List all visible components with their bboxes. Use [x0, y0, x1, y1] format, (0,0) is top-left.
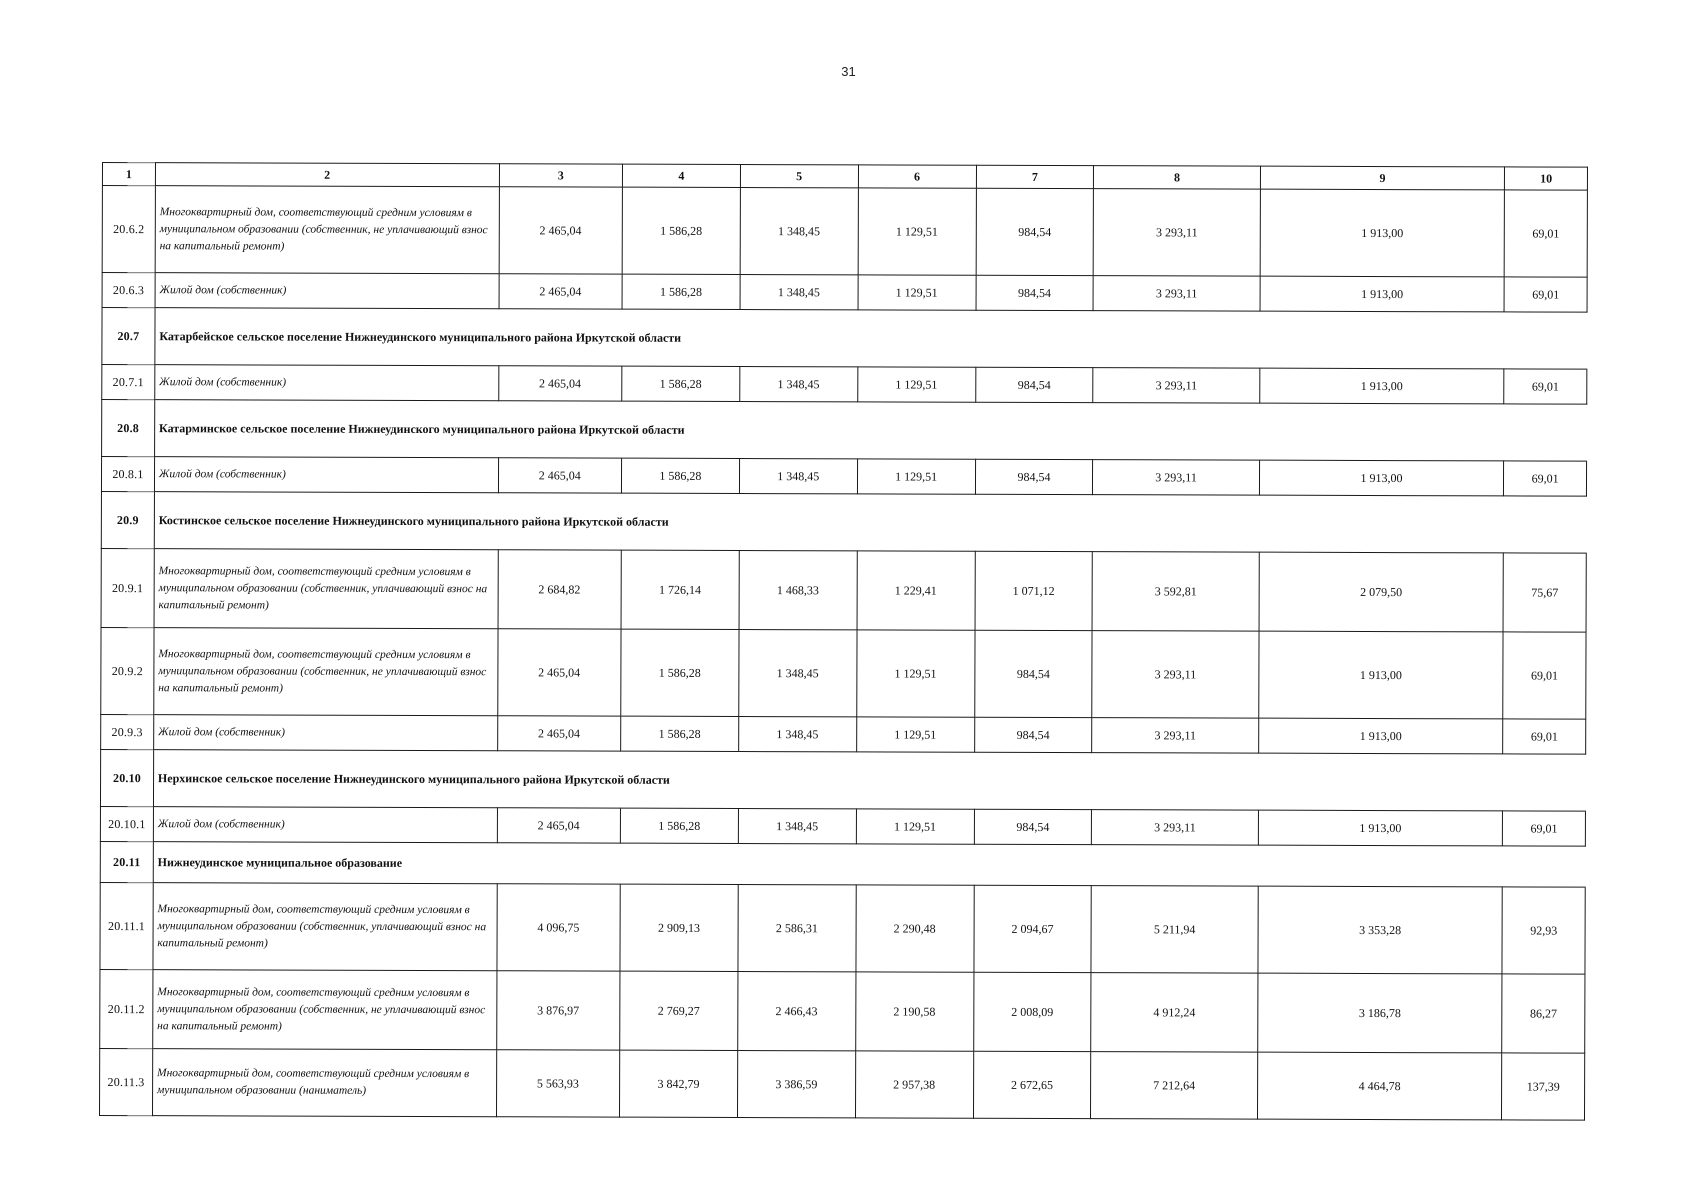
row-name: Жилой дом (собственник): [153, 807, 497, 843]
section-title: Нерхинское сельское поселение Нижнеудинского муниципального района Иркутской области: [153, 750, 1585, 811]
value-cell-col-8: 3 293,11: [1093, 276, 1259, 312]
value-cell-col-8: 3 293,11: [1094, 189, 1261, 277]
section-title: Костинское сельское поселение Нижнеудинского муниципального района Иркутской области: [154, 492, 1586, 553]
value-cell-col-6: 1 129,51: [858, 188, 976, 275]
value-cell-col-4: 1 586,28: [621, 458, 739, 493]
value-cell-col-10: 75,67: [1503, 553, 1586, 632]
value-cell-col-6: 2 190,58: [855, 972, 973, 1051]
value-cell-col-5: 1 348,45: [740, 188, 858, 275]
row-code: 20.8.1: [101, 457, 154, 492]
value-cell-col-5: 2 466,43: [738, 972, 856, 1051]
row-code: 20.9.3: [101, 714, 154, 749]
header-cell: 10: [1505, 167, 1588, 190]
value-cell-col-3: 5 563,93: [496, 1050, 620, 1117]
value-cell-col-10: 69,01: [1504, 277, 1587, 312]
section-title: Нижнеудинское муниципальное образование: [153, 842, 1585, 887]
value-cell-col-3: 2 465,04: [497, 716, 620, 751]
value-cell-col-6: 1 129,51: [858, 275, 976, 310]
value-cell-col-7: 984,54: [976, 188, 1094, 275]
value-cell-col-8: 3 293,11: [1092, 631, 1259, 719]
row-name: Многоквартирный дом, соответствующий средним условиям в муниципальном образовании (собственник, не уплачивающий взнос на капитальный ремонт): [155, 186, 499, 274]
value-cell-col-5: 1 348,45: [740, 367, 858, 402]
header-cell: 3: [499, 164, 622, 187]
value-cell-col-8: 5 211,94: [1091, 886, 1258, 974]
value-cell-col-3: 2 465,04: [497, 629, 621, 716]
value-cell-col-4: 2 909,13: [620, 884, 738, 971]
value-cell-col-6: 1 129,51: [856, 630, 974, 717]
value-cell-col-8: 3 293,11: [1093, 460, 1259, 496]
value-cell-col-5: 1 468,33: [739, 551, 857, 630]
value-cell-col-7: 2 008,09: [973, 972, 1091, 1051]
page-number: 31: [841, 64, 856, 79]
value-cell-col-9: 3 186,78: [1257, 973, 1502, 1053]
value-cell-col-3: 2 465,04: [499, 274, 622, 309]
value-cell-col-4: 1 586,28: [621, 629, 739, 716]
value-cell-col-5: 1 348,45: [739, 459, 857, 494]
value-cell-col-5: 1 348,45: [738, 717, 856, 752]
table-row: [101, 627, 1586, 719]
header-cell: 2: [155, 163, 499, 187]
value-cell-col-5: 3 386,59: [737, 1051, 855, 1118]
value-cell-col-10: 69,01: [1504, 461, 1587, 496]
table-row: [101, 548, 1586, 632]
value-cell-col-8: 3 293,11: [1092, 810, 1258, 846]
value-cell-col-10: 69,01: [1503, 719, 1586, 754]
row-name: Жилой дом (собственник): [155, 273, 499, 309]
table-body: [100, 186, 1588, 1121]
table-row: [102, 186, 1587, 278]
row-name: Многоквартирный дом, соответствующий средним условиям в муниципальном образовании (собственник, не уплачивающий взнос на капитальный ремонт): [154, 628, 498, 716]
header-cell: 7: [976, 165, 1094, 188]
row-code: 20.11.3: [100, 1048, 153, 1115]
value-cell-col-9: 1 913,00: [1259, 368, 1504, 404]
value-cell-col-4: 1 586,28: [622, 274, 740, 309]
header-cell: 9: [1260, 166, 1505, 190]
value-cell-col-10: 92,93: [1502, 887, 1585, 974]
value-cell-col-3: 2 465,04: [498, 458, 621, 493]
row-code: 20.9.1: [101, 548, 154, 627]
value-cell-col-9: 3 353,28: [1258, 886, 1503, 974]
row-code: 20.9.2: [101, 627, 154, 714]
value-cell-col-8: 3 592,81: [1092, 552, 1259, 632]
value-cell-col-9: 1 913,00: [1258, 718, 1503, 754]
header-cell: 8: [1094, 166, 1260, 190]
header-cell: 1: [102, 163, 155, 186]
value-cell-col-10: 137,39: [1502, 1053, 1585, 1120]
row-code: 20.11.1: [100, 882, 153, 969]
table-row: [100, 806, 1585, 846]
table-row: [102, 365, 1587, 405]
value-cell-col-4: 1 586,28: [621, 716, 739, 751]
value-cell-col-9: 1 913,00: [1259, 460, 1504, 496]
section-row: [100, 749, 1585, 811]
value-cell-col-6: 1 129,51: [856, 717, 974, 752]
value-cell-col-8: 3 293,11: [1093, 368, 1259, 404]
value-cell-col-10: 69,01: [1504, 369, 1587, 404]
value-cell-col-6: 1 229,41: [857, 551, 975, 630]
section-row: [102, 308, 1587, 370]
header-cell: 6: [858, 165, 976, 188]
value-cell-col-4: 1 726,14: [621, 550, 739, 629]
value-cell-col-4: 1 586,28: [622, 366, 740, 401]
row-code: 20.7.1: [102, 365, 155, 400]
row-code: 20.11: [100, 841, 153, 882]
value-cell-col-10: 86,27: [1502, 974, 1585, 1053]
section-row: [100, 841, 1585, 887]
value-cell-col-6: 2 290,48: [856, 885, 974, 972]
table-row: [100, 969, 1585, 1053]
row-name: Многоквартирный дом, соответствующий средним условиям в муниципальном образовании (собственник, уплачивающий взнос на капитальный ремонт): [153, 883, 497, 971]
section-row: [102, 400, 1587, 462]
value-cell-col-4: 2 769,27: [620, 971, 738, 1050]
value-cell-col-9: 1 913,00: [1260, 276, 1505, 312]
row-name: Многоквартирный дом, соответствующий средним условиям в муниципальном образовании (собственник, уплачивающий взнос на капитальный ремонт): [154, 549, 498, 629]
value-cell-col-6: 1 129,51: [856, 809, 974, 844]
value-cell-col-7: 1 071,12: [975, 551, 1093, 630]
value-cell-col-3: 2 465,04: [498, 366, 621, 401]
section-title: Катарбейское сельское поселение Нижнеудинского муниципального района Иркутской области: [155, 308, 1587, 369]
value-cell-col-6: 2 957,38: [855, 1051, 973, 1118]
value-cell-col-3: 2 465,04: [497, 808, 620, 843]
value-cell-col-7: 984,54: [974, 809, 1092, 844]
value-cell-col-9: 2 079,50: [1259, 552, 1504, 632]
row-code: 20.9: [101, 491, 154, 548]
value-cell-col-7: 2 094,67: [973, 885, 1091, 972]
value-cell-col-7: 984,54: [976, 275, 1094, 310]
row-code: 20.7: [102, 308, 155, 365]
value-cell-col-8: 3 293,11: [1092, 718, 1258, 754]
value-cell-col-6: 1 129,51: [857, 459, 975, 494]
value-cell-col-10: 69,01: [1503, 811, 1586, 846]
table-row: [100, 1048, 1585, 1120]
row-code: 20.10: [100, 749, 153, 806]
value-cell-col-8: 7 212,64: [1091, 1052, 1258, 1120]
row-name: Многоквартирный дом, соответствующий средним условиям в муниципальном образовании (собственник, не уплачивающий взнос на капитальный ремонт): [153, 970, 497, 1050]
value-cell-col-8: 4 912,24: [1091, 973, 1258, 1053]
tariff-table: [99, 162, 1588, 1121]
header-cell: 5: [740, 165, 858, 188]
row-code: 20.6.2: [102, 186, 155, 273]
value-cell-col-7: 984,54: [975, 367, 1093, 402]
value-cell-col-3: 3 876,97: [496, 971, 620, 1050]
value-cell-col-9: 1 913,00: [1258, 810, 1503, 846]
row-name: Жилой дом (собственник): [154, 457, 498, 493]
section-row: [101, 491, 1586, 553]
value-cell-col-4: 1 586,28: [620, 808, 738, 843]
row-name: Жилой дом (собственник): [154, 715, 498, 751]
header-cell: 4: [622, 164, 740, 187]
row-name: Многоквартирный дом, соответствующий средним условиям в муниципальном образовании (наниматель): [152, 1049, 496, 1117]
value-cell-col-5: 1 348,45: [738, 809, 856, 844]
value-cell-col-4: 1 586,28: [622, 187, 740, 274]
value-cell-col-10: 69,01: [1504, 190, 1587, 277]
value-cell-col-6: 1 129,51: [857, 367, 975, 402]
table-row: [102, 273, 1587, 313]
value-cell-col-7: 984,54: [975, 459, 1093, 494]
table-row: [100, 882, 1585, 974]
table-row: [101, 714, 1586, 754]
value-cell-col-5: 2 586,31: [738, 885, 856, 972]
row-name: Жилой дом (собственник): [155, 365, 499, 401]
value-cell-col-5: 1 348,45: [739, 630, 857, 717]
value-cell-col-7: 984,54: [974, 717, 1092, 752]
value-cell-col-9: 1 913,00: [1258, 631, 1503, 719]
row-code: 20.6.3: [102, 273, 155, 308]
value-cell-col-4: 3 842,79: [619, 1050, 737, 1117]
value-cell-col-5: 1 348,45: [740, 275, 858, 310]
value-cell-col-10: 69,01: [1503, 632, 1586, 719]
row-code: 20.10.1: [100, 806, 153, 841]
value-cell-col-3: 4 096,75: [497, 884, 621, 971]
row-code: 20.8: [102, 400, 155, 457]
tariff-table-wrapper: [99, 162, 1588, 1121]
value-cell-col-7: 2 672,65: [973, 1051, 1091, 1118]
value-cell-col-9: 4 464,78: [1257, 1052, 1502, 1120]
table-row: [101, 457, 1586, 497]
value-cell-col-3: 2 684,82: [498, 550, 622, 629]
value-cell-col-9: 1 913,00: [1260, 189, 1505, 277]
value-cell-col-3: 2 465,04: [499, 187, 623, 274]
value-cell-col-7: 984,54: [974, 630, 1092, 717]
row-code: 20.11.2: [100, 969, 153, 1048]
section-title: Катарминское сельское поселение Нижнеудинского муниципального района Иркутской области: [154, 400, 1586, 461]
